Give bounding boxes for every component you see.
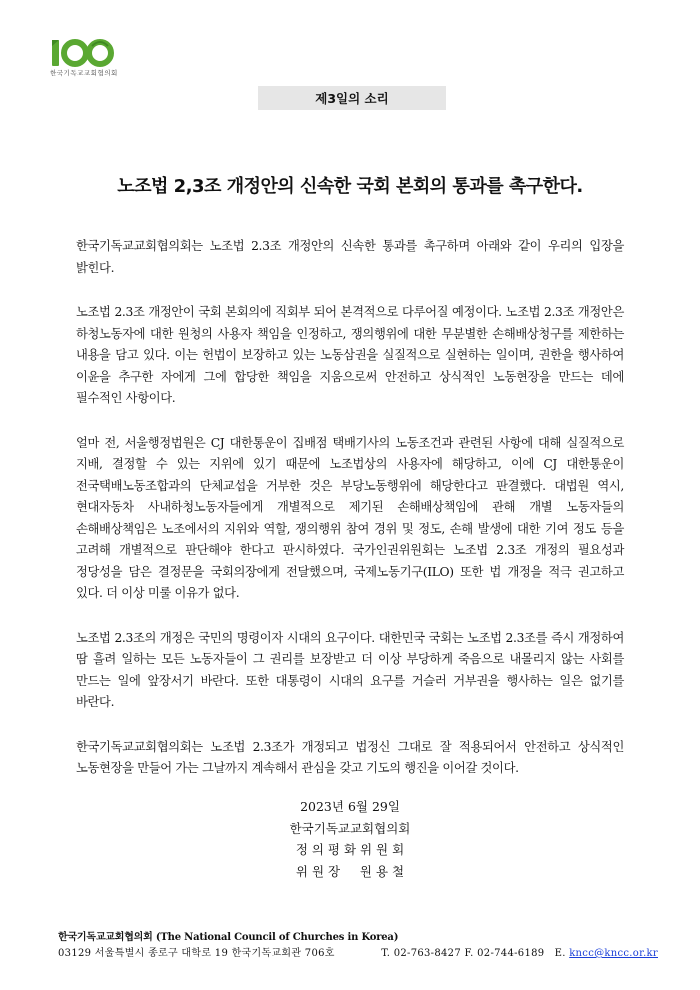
footer-email-wrap: [555, 946, 658, 962]
footer-phone: T. 02-763-8427: [381, 948, 462, 959]
logo-100-mark: [48, 34, 118, 70]
signature-chair: 위 원 장 원 용 철: [295, 863, 405, 879]
document-body: [76, 236, 624, 803]
footer-contact-row: [58, 946, 658, 962]
signature-date: 2023년 6월 29일: [300, 799, 400, 814]
logo-caption: 한국기독교교회협의회: [50, 69, 118, 77]
paragraph-5: 한국기독교교회협의회는 노조법 2.3조가 개정되고 법정신 그대로 잘 적용되어서 안전하고 상식적인 노동현장을 만들어 가는 그날까지 계속해서 관심을 갖고 기도의 행진을 이어갈 것이다.: [76, 739, 624, 775]
section-label-box: [258, 86, 446, 110]
paragraph-3: 얼마 전, 서울행정법원은 CJ 대한통운이 집배점 택배기사의 노동조건과 관련된 사항에 대해 실질적으로 지배, 결정할 수 있는 지위에 있기 때문에 노조법상의 사용자에 해당하고, 이에 CJ 대한통운이 전국택배노동조합과의 단체교섭을 거부한 것은 부당노동행위에 해당한다고 판결했다. 대법원 역시, 현대자동차 사내하청노동자들에게 개별적으로 제기된 손해배상책임에 관해 개별 노동자들의 손해배상책임은 노조에서의 지위와 역할, 쟁의행위 참여 경위 및 정도, 손해 발생에 대한 기여 정도 등을 고려해 개별적으로 판단해야 한다고 판시하였다. 국가인권위원회는 노조법 2.3조 개정의 필요성과 정당성을 담은 결정문을 국회의장에게 전달했으며, 국제노동기구(ILO) 또한 법 개정을 적극 권고하고 있다. 더 이상 미룰 이유가 없다.: [76, 435, 624, 600]
signature-block: [0, 796, 700, 882]
footer-org-name: 한국기독교교회협의회 (The National Council of Churches in Korea): [58, 932, 399, 943]
footer-fax: F. 02-744-6189: [464, 948, 545, 959]
signature-org: 한국기독교교회협의회: [289, 820, 411, 836]
paragraph-1: 한국기독교교회협의회는 노조법 2.3조 개정안의 신속한 통과를 촉구하며 아래와 같이 우리의 입장을 밝힌다.: [76, 239, 624, 275]
signature-committee: 정 의 평 화 위 원 회: [295, 842, 405, 857]
document-title: 노조법 2,3조 개정안의 신속한 국회 본회의 통과를 촉구한다.: [117, 176, 583, 197]
footer-email-link[interactable]: kncc@kncc.or.kr: [569, 948, 658, 959]
paragraph-4: 노조법 2.3조의 개정은 국민의 명령이자 시대의 요구이다. 대한민국 국회는 노조법 2.3조를 즉시 개정하여 땀 흘려 일하는 모든 노동자들이 그 권리를 보장받고 더 이상 부당하게 죽음으로 내몰리지 않는 사회를 만드는 일에 앞장서기 바란다. 또한 대통령이 시대의 요구를 거슬러 거부권을 행사하는 일은 없기를 바란다.: [76, 630, 624, 709]
paragraph-2: 노조법 2.3조 개정안이 국회 본회의에 직회부 되어 본격적으로 다루어질 예정이다. 노조법 2.3조 개정안은 하청노동자에 대한 원청의 사용자 책임을 인정하고, 쟁의행위에 대한 무분별한 손해배상청구를 제한하는 내용을 담고 있다. 이는 헌법이 보장하고 있는 노동삼권을 실질적으로 실현하는 일이며, 권한을 행사하여 이윤을 추구한 자에게 그에 합당한 책임을 지움으로써 안전하고 상식적인 노동현장을 만드는 데에 필수적인 사항이다.: [76, 305, 624, 405]
footer: [58, 930, 658, 962]
footer-address: 03129 서울특별시 종로구 대학로 19 한국기독교회관 706호: [58, 948, 335, 959]
section-label: 제3일의 소리: [315, 91, 389, 106]
footer-email-prefix: E.: [554, 948, 566, 959]
